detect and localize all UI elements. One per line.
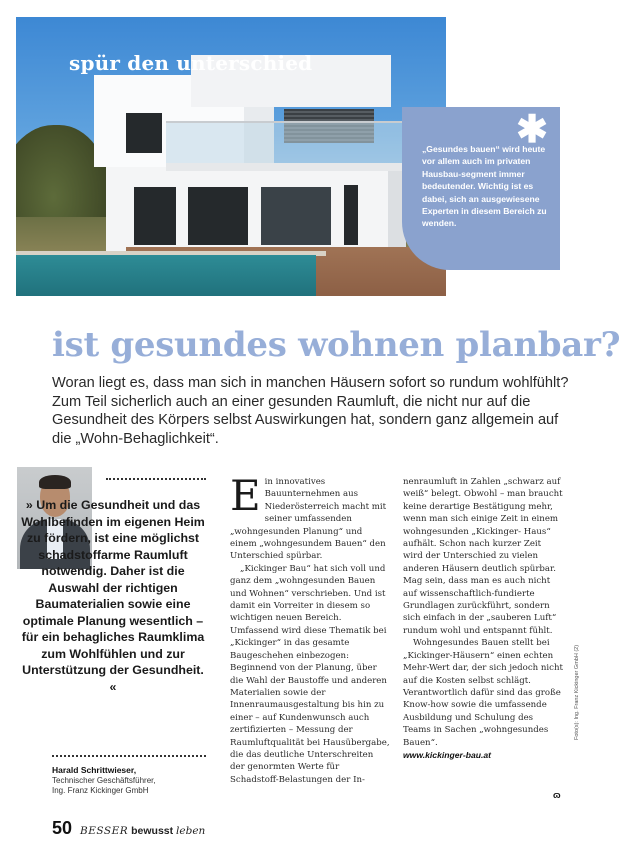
author-role: Technischer Geschäftsführer, [52, 775, 156, 785]
balcony-slab [166, 163, 416, 171]
pull-quote [18, 497, 208, 695]
quote-box-text: „Gesundes bauen“ wird heute vor allem auch im privaten Hausbau-segment immer bedeutender. Wichtig ist es dabei, sich an ausgewiesene Experten in diesem Bereich zu wenden. [422, 144, 547, 229]
hero-image [16, 17, 446, 296]
page-footer [52, 818, 205, 839]
website-link[interactable]: www.kickinger-bau.at [403, 749, 492, 760]
open-quote-mark: » [25, 498, 33, 512]
pool [16, 255, 316, 296]
portrait-hair [39, 475, 71, 489]
page-number: 50 [52, 818, 73, 838]
paragraph: nenraumluft in Zahlen „schwarz auf weiß“ belegt. Obwohl – man braucht keine derartige Bestätigung mehr, wenn man sich einige Zeit in einem wohngesunden „Kickinger- Haus“ aufhält. Schon nach kurzer Zeit wird der Unterschied zu vielen anderen Häusern deutlich spürbar. Mag sein, dass man es auch nicht auf wissenschaftlich-fundierte Grundlagen zurückführt, sondern sich einfach in der „sauberen Luft“ rundum wohl und entspannt fühlt. [403, 477, 563, 636]
author-company: Ing. Franz Kickinger GmbH [52, 786, 149, 795]
magazine-name-part1: BESSER [80, 825, 129, 837]
dotted-divider [52, 755, 206, 757]
dropcap: E [230, 471, 261, 520]
pull-quote-text: Um die Gesundheit und das Wohlbefinden im eigenen Heim zu fördern, ist eine möglichst schadstoffarme Raumluft notwendig. Daher ist die Auswahl der richtigen Baumaterialien sowie eine optimale Planung wesentlich – für ein behagliches Raumklima zum Wohlfühlen und zur Unterstützung der Gesundheit. [21, 498, 205, 677]
magazine-name-part2: bewusst [131, 825, 174, 837]
paragraph: Wohngesundes Bauen stellt bei „Kickinger-Häusern“ einen echten Mehr-Wert dar, der sich jedoch nicht auf die Kosten selbst schlägt. Verantwortlich dafür sind das große Know-how sowie die umfassende Ausbildung und Schulung des Teams in Sachen „wohngesundes Bauen“. [403, 638, 563, 748]
dotted-divider [106, 478, 206, 480]
window [188, 187, 248, 245]
author-credit [52, 765, 212, 797]
author-name: Harald Schrittwieser, [52, 765, 137, 775]
kicker-text: spür den unterschied [69, 51, 313, 75]
headline: ist gesundes wohnen planbar? [52, 325, 621, 365]
article-column-1 [230, 471, 390, 786]
lead-paragraph: Woran liegt es, dass man sich in manchen Häusern sofort so rundum wohlfühlt? Zum Teil sicherlich auch an einer gesunden Raumluft, die nicht nur auf die Gesundheit des Körpers selbst Auswirkungen hat, sondern ganz allgemein auf die „Wohn-Behaglichkeit“. [52, 375, 569, 447]
window [134, 187, 176, 245]
window [344, 185, 358, 245]
asterisk-icon: ✱ [516, 109, 548, 151]
balcony-railing [166, 121, 404, 167]
paragraph: „Kickinger Bau“ hat sich voll und ganz dem „wohngesunden Bauen und Wohnen“ verschrieben. Und ist damit ein Vorreiter in diesem so wichtigen neuen Bereich. Umfassend wird diese Thematik bei „Kickinger“ in das gesamte Baugeschehen einbezogen: Beginnend von der Planung, über die Wahl der Baustoffe und anderen Materialien sowie der Innenraumausgestaltung bis hin zu einer – auf Kundenwunsch auch zertifizierten – Messung der Raumluftqualität bei Hausübergabe, die das deutliche Unterschreiten der genormten Werte für Schadstoff-Belastungen der In- [230, 563, 390, 785]
paragraph: in innovatives Bauunternehmen aus Niederösterreich macht mit seiner umfassenden „wohngesunden Planung“ und einem „wohngesundem Bauen“ den Unterschied spürbar. [230, 477, 387, 562]
window [126, 113, 162, 153]
end-mark-icon: ɷ [553, 790, 561, 800]
window [261, 187, 331, 245]
photo-credit: Foto(s): Ing. Franz Kickinger GmbH (2) [574, 644, 580, 740]
magazine-name-part3: leben [176, 825, 206, 837]
magazine-name [80, 825, 205, 837]
close-quote-mark: « [109, 679, 117, 694]
article-column-2 [403, 476, 563, 761]
quote-box [402, 107, 560, 270]
